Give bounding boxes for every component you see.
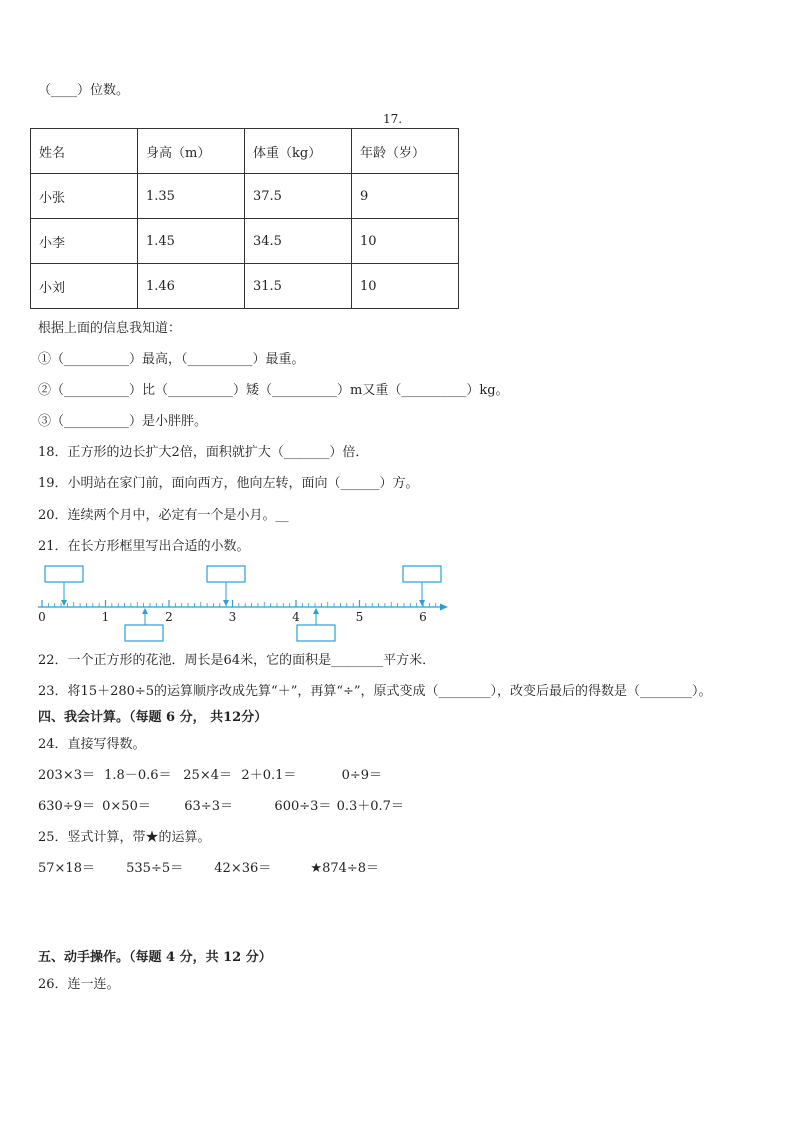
box-arrowhead — [61, 600, 67, 606]
calc-row-2 — [38, 798, 404, 816]
calc-item: 0×50＝ — [102, 799, 151, 814]
section-5-title: 五、动手操作。（每题 4 分，共 12 分） — [38, 950, 272, 965]
number-line-label: 5 — [355, 610, 364, 624]
calc-item: 57×18＝ — [38, 861, 95, 876]
calc-item: 0.3＋0.7＝ — [336, 799, 404, 814]
question-21: 21．在长方形框里写出合适的小数。 — [38, 539, 250, 554]
question-23: 23．将15＋280÷5的运算顺序改成先算“＋”，再算“÷”，原式变成（________），改变后最后的得数是（________）。 — [38, 684, 712, 699]
number-line-label: 6 — [419, 610, 427, 624]
table-cell: 小刘 — [31, 264, 138, 309]
calc-item: 203×3＝ — [38, 768, 95, 783]
calc-item: 42×36＝ — [214, 861, 272, 876]
question-20: 20．连续两个月中，必定有一个是小月。__ — [38, 508, 289, 523]
answer-box[interactable] — [125, 625, 163, 641]
answer-box[interactable] — [45, 566, 83, 582]
calc-item: 63÷3＝ — [184, 799, 233, 814]
number-line-label: 4 — [292, 610, 300, 624]
calc-row-3 — [38, 860, 379, 878]
table-header-cell: 体重（kg） — [245, 129, 352, 174]
table-cell: 9 — [352, 174, 459, 219]
number-line-label: 3 — [228, 610, 237, 624]
calc-item: 630÷9＝ — [38, 799, 95, 814]
question-number-17: 17. — [383, 112, 403, 126]
table-header-row — [31, 129, 459, 174]
item-text: （__________）是小胖胖。 — [51, 414, 208, 429]
question-26: 26．连一连。 — [38, 977, 120, 992]
box-arrowhead — [313, 608, 319, 614]
answer-box[interactable] — [207, 566, 245, 582]
q17-item-3 — [38, 413, 207, 431]
table-row — [31, 264, 459, 309]
table-cell: 小张 — [31, 174, 138, 219]
calc-item: ★874÷8＝ — [310, 861, 380, 876]
item-text: （__________）比（__________）矮（__________）m又重（__________）kg。 — [51, 383, 509, 398]
box-arrowhead — [223, 600, 229, 606]
item-mark: ① — [38, 352, 52, 367]
question-24: 24．直接写得数。 — [38, 737, 146, 752]
question-18: 18．正方形的边长扩大2倍，面积就扩大（_______）倍． — [38, 445, 369, 460]
calc-item: 535÷5＝ — [126, 861, 184, 876]
box-arrowhead — [419, 600, 425, 606]
calc-item: 600÷3＝ — [274, 799, 332, 814]
number-line-label: 1 — [101, 610, 110, 624]
calc-item: 25×4＝ — [183, 768, 232, 783]
table-cell: 1.45 — [138, 219, 245, 264]
calc-item: 0÷9＝ — [341, 768, 382, 783]
calc-item: 2＋0.1＝ — [241, 768, 297, 783]
table-cell: 34.5 — [245, 219, 352, 264]
answer-box[interactable] — [297, 625, 335, 641]
table-cell: 31.5 — [245, 264, 352, 309]
table-row — [31, 174, 459, 219]
number-line-ticks — [42, 600, 436, 607]
table-header-cell: 身高（m） — [138, 129, 245, 174]
table-row — [31, 219, 459, 264]
question-19: 19．小明站在家门前，面向西方，他向左转，面向（______）方。 — [38, 476, 419, 491]
question-25: 25．竖式计算，带★的运算。 — [38, 830, 211, 845]
question-22: 22．一个正方形的花池．周长是64米，它的面积是________平方米． — [38, 653, 436, 668]
answer-box[interactable] — [403, 566, 441, 582]
q17-item-2 — [38, 382, 509, 400]
info-table — [30, 128, 459, 309]
section-4-title: 四、我会计算。（每题 6 分， 共12分） — [38, 710, 268, 725]
item-mark: ③ — [38, 414, 52, 429]
number-line-arrowhead — [440, 604, 448, 611]
table-cell: 1.35 — [138, 174, 245, 219]
number-line — [30, 560, 460, 646]
number-line-label: 2 — [165, 610, 173, 624]
table-cell: 10 — [352, 219, 459, 264]
item-mark: ② — [38, 383, 52, 398]
box-arrowhead — [142, 608, 148, 614]
intro-line: （____）位数。 — [38, 83, 130, 98]
table-cell: 小李 — [31, 219, 138, 264]
table-header-cell: 年龄（岁） — [352, 129, 459, 174]
q17-lead: 根据上面的信息我知道： — [38, 321, 182, 336]
calc-row-1 — [38, 767, 382, 785]
q17-item-1 — [38, 351, 305, 369]
item-text: （__________）最高，（__________）最重。 — [51, 352, 305, 367]
calc-item: 1.8－0.6＝ — [104, 768, 172, 783]
table-cell: 10 — [352, 264, 459, 309]
number-line-label: 0 — [38, 610, 46, 624]
number-line-labels — [38, 610, 427, 624]
table-cell: 37.5 — [245, 174, 352, 219]
table-header-cell: 姓名 — [31, 129, 138, 174]
table-cell: 1.46 — [138, 264, 245, 309]
